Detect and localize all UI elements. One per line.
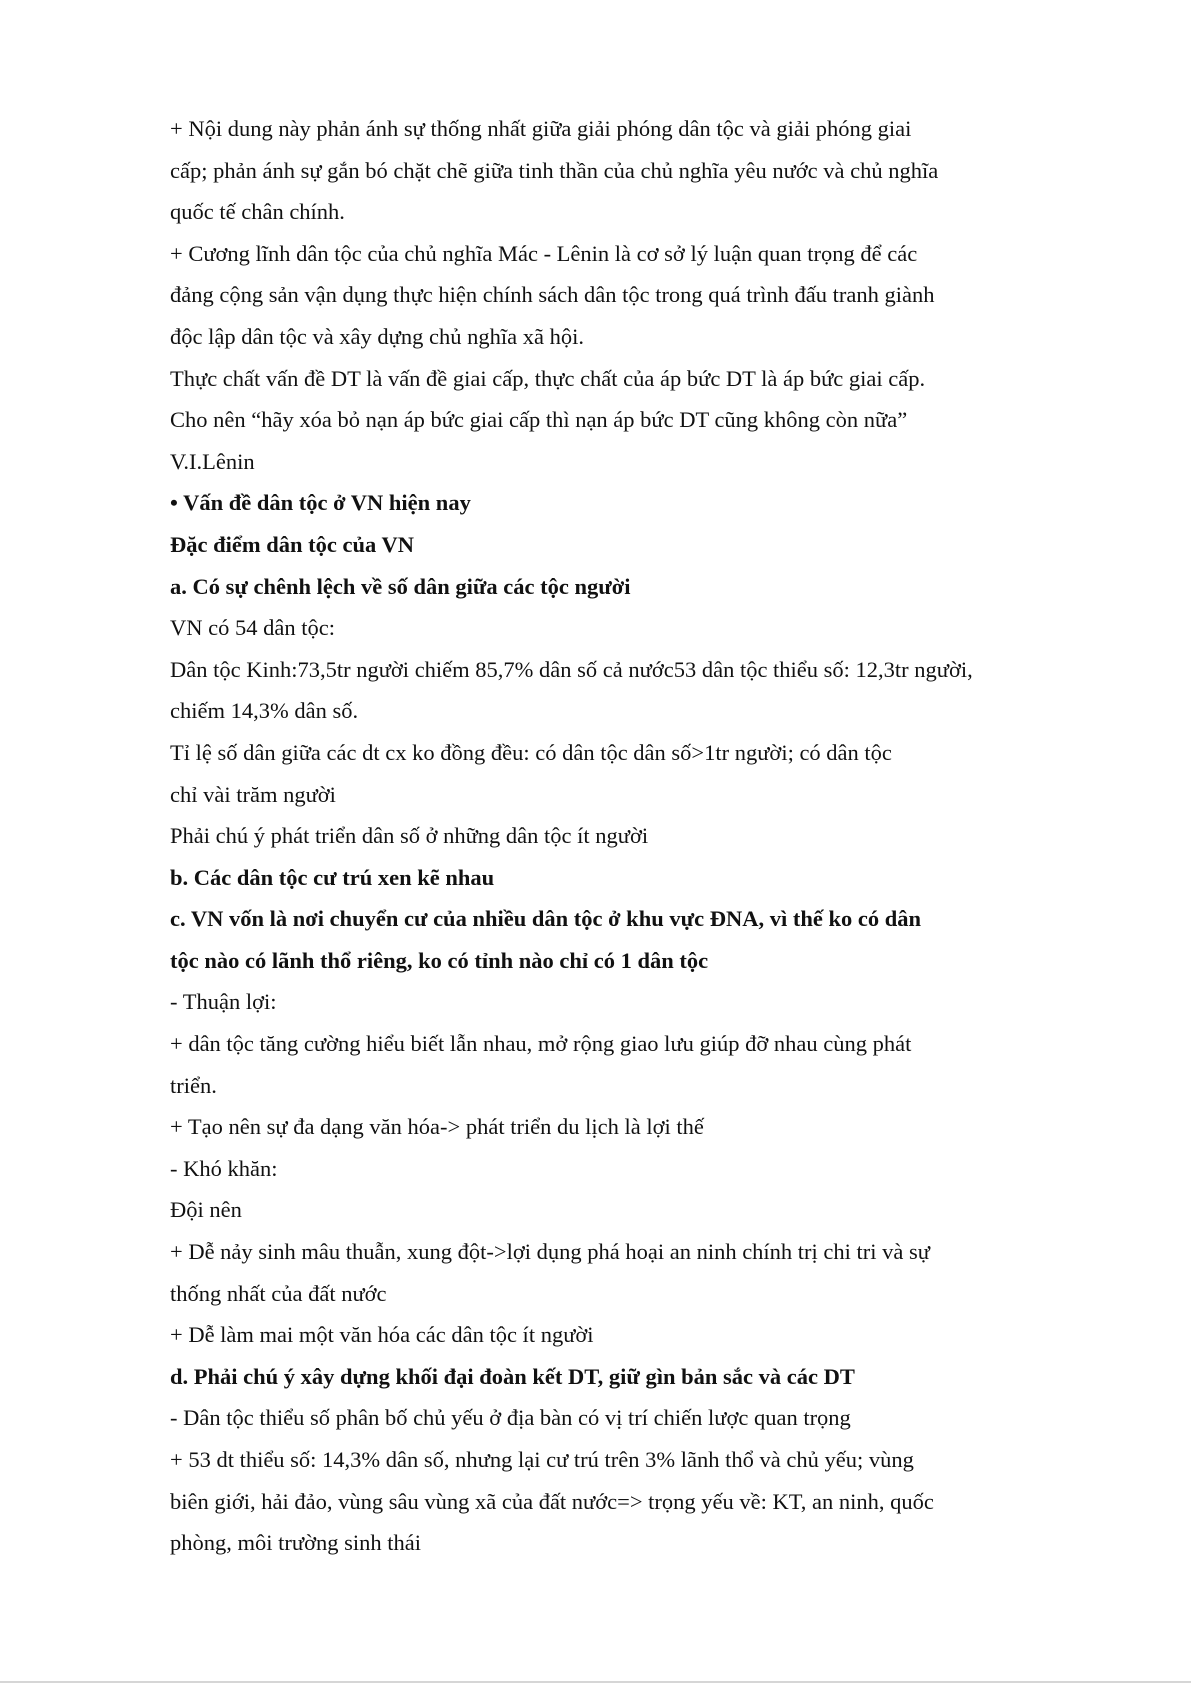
text-line: + Cương lĩnh dân tộc của chủ nghĩa Mác - Lênin là cơ sở lý luận quan trọng để các [170, 240, 918, 266]
heading-line: Đặc điểm dân tộc của VN [170, 531, 414, 557]
heading-line: d. Phải chú ý xây dựng khối đại đoàn kết DT, giữ gìn bản sắc và các DT [170, 1363, 855, 1389]
text-line: + dân tộc tăng cường hiểu biết lẫn nhau, mở rộng giao lưu giúp đỡ nhau cùng phát [170, 1031, 912, 1057]
text-line: + Tạo nên sự đa dạng văn hóa-> phát triển du lịch là lợi thế [170, 1114, 704, 1140]
text-line: triển. [170, 1072, 217, 1098]
text-line: Đội nên [170, 1197, 242, 1223]
text-line: cấp; phản ánh sự gắn bó chặt chẽ giữa tinh thần của chủ nghĩa yêu nước và chủ nghĩa [170, 157, 939, 183]
text-line: + Dễ nảy sinh mâu thuẫn, xung đột->lợi dụng phá hoại an ninh chính trị chi tri và sự [170, 1239, 930, 1265]
text-line: Phải chú ý phát triển dân số ở những dân tộc ít người [170, 823, 649, 849]
document-body [170, 108, 1050, 1564]
text-line: chiếm 14,3% dân số. [170, 698, 359, 724]
heading-line: c. VN vốn là nơi chuyển cư của nhiều dân tộc ở khu vực ĐNA, vì thế ko có dân [170, 906, 921, 932]
text-line: + Dễ làm mai một văn hóa các dân tộc ít người [170, 1322, 594, 1348]
text-line: chỉ vài trăm người [170, 781, 336, 807]
page-bottom-divider [0, 1681, 1191, 1683]
text-line: phòng, môi trường sinh thái [170, 1530, 421, 1556]
text-line: biên giới, hải đảo, vùng sâu vùng xã của đất nước=> trọng yếu về: KT, an ninh, quốc [170, 1488, 934, 1514]
text-line: + Nội dung này phản ánh sự thống nhất giữa giải phóng dân tộc và giải phóng giai [170, 116, 912, 141]
text-line: thống nhất của đất nước [170, 1280, 387, 1306]
text-line: - Thuận lợi: [170, 989, 277, 1015]
heading-line: b. Các dân tộc cư trú xen kẽ nhau [170, 864, 495, 890]
heading-line: a. Có sự chênh lệch về số dân giữa các tộc người [170, 573, 631, 599]
text-line: - Dân tộc thiểu số phân bố chủ yếu ở địa bàn có vị trí chiến lược quan trọng [170, 1405, 851, 1431]
text-line: Thực chất vấn đề DT là vấn đề giai cấp, thực chất của áp bức DT là áp bức giai cấp. [170, 365, 926, 391]
text-line: Cho nên “hãy xóa bỏ nạn áp bức giai cấp thì nạn áp bức DT cũng không còn nữa” [170, 407, 908, 433]
text-line: Dân tộc Kinh:73,5tr người chiếm 85,7% dân số cả nước53 dân tộc thiểu số: 12,3tr người, [170, 656, 973, 682]
heading-line: tộc nào có lãnh thổ riêng, ko có tỉnh nào chỉ có 1 dân tộc [170, 947, 709, 973]
text-line: độc lập dân tộc và xây dựng chủ nghĩa xã hội. [170, 323, 584, 349]
text-line: - Khó khăn: [170, 1155, 278, 1181]
text-line: quốc tế chân chính. [170, 199, 345, 225]
text-line: + 53 dt thiểu số: 14,3% dân số, nhưng lại cư trú trên 3% lãnh thổ và chủ yếu; vùng [170, 1447, 914, 1472]
heading-line: • Vấn đề dân tộc ở VN hiện nay [170, 490, 471, 516]
text-line: đảng cộng sản vận dụng thực hiện chính sách dân tộc trong quá trình đấu tranh giành [170, 282, 935, 308]
text-line: Tỉ lệ số dân giữa các dt cx ko đồng đều: có dân tộc dân số>1tr người; có dân tộc [170, 739, 892, 765]
text-line: V.I.Lênin [170, 448, 255, 474]
text-line: VN có 54 dân tộc: [170, 615, 335, 641]
